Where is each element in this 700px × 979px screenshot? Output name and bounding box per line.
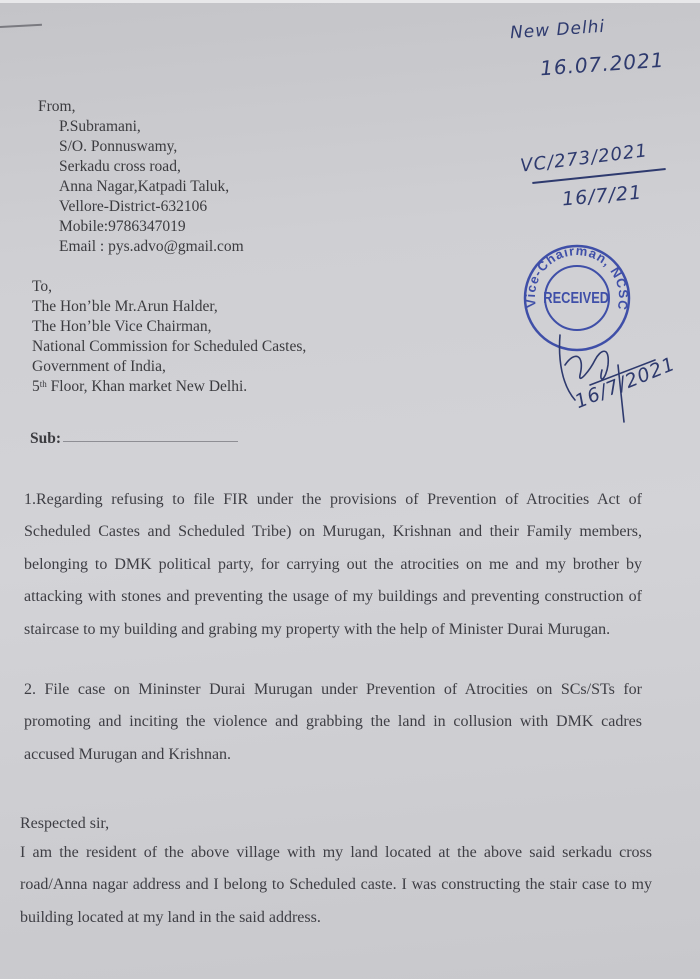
sender-street: Serkadu cross road, <box>59 158 181 175</box>
sender-address-block <box>38 97 244 257</box>
subject-point-1: 1.Regarding refusing to file FIR under the provisions of Prevention of Atrocities Act of Scheduled Castes and Scheduled Tribe) on Murugan, Krishnan and their Family members, belonging to DMK political party, for carrying out the atrocities on me and my brother by attacking with stones and preventing the usage of my buildings and preventing construction of staircase to my building and grabing my property with the help of Minister Durai Murugan. <box>24 491 642 638</box>
sender-parentage: S/O. Ponnuswamy, <box>59 138 178 155</box>
sender-mobile: Mobile:9786347019 <box>59 218 186 235</box>
salutation: Respected sir, <box>20 815 110 832</box>
recipient-government: Government of India, <box>32 358 166 375</box>
subject-point-2: 2. File case on Mininster Durai Murugan under Prevention of Atrocities on SCs/STs for promoting and inciting the violence and grabbing the land in collusion with DMK cadres accused Murugan and Krishnan. <box>24 681 642 763</box>
subject-dotted-line <box>63 441 238 442</box>
recipient-address-block <box>32 277 306 397</box>
to-label: To, <box>32 278 53 295</box>
recipient-name: The Hon’ble Mr.Arun Halder, <box>32 298 218 315</box>
sender-district: Vellore-District-632106 <box>59 198 208 215</box>
subject-heading <box>30 430 238 448</box>
handwritten-reference-date: 16/7/21 <box>561 181 644 211</box>
paper-top-edge <box>0 0 700 3</box>
from-label: From, <box>38 98 76 115</box>
sender-email: Email : pys.advo@gmail.com <box>59 238 244 255</box>
stamp-handwritten-date: 16/7/2021 <box>571 352 679 414</box>
handwritten-place: New Delhi <box>509 16 606 44</box>
body-paragraph: I am the resident of the above village with my land located at the above said serkadu cross road/Anna nagar address and I belong to Scheduled caste. I was constructing the stair case to my building located at my land in the said address. <box>20 844 652 926</box>
recipient-organization: National Commission for Scheduled Castes, <box>32 338 307 355</box>
handwritten-reference-number: VC/273/2021 <box>519 140 649 177</box>
recipient-floor-address: 5th Floor, Khan market New Delhi. <box>32 378 248 395</box>
svg-text:Vice-Chairman, NCSC: Vice-Chairman, NCSC <box>522 242 632 312</box>
handwritten-date: 16.07.2021 <box>539 47 666 81</box>
pen-mark <box>0 24 42 28</box>
sender-locality: Anna Nagar,Katpadi Taluk, <box>59 178 230 195</box>
subject-label: Sub: <box>30 430 62 447</box>
recipient-title: The Hon’ble Vice Chairman, <box>32 318 212 335</box>
svg-text:RECEIVED: RECEIVED <box>543 289 610 308</box>
sender-name: P.Subramani, <box>59 118 141 135</box>
